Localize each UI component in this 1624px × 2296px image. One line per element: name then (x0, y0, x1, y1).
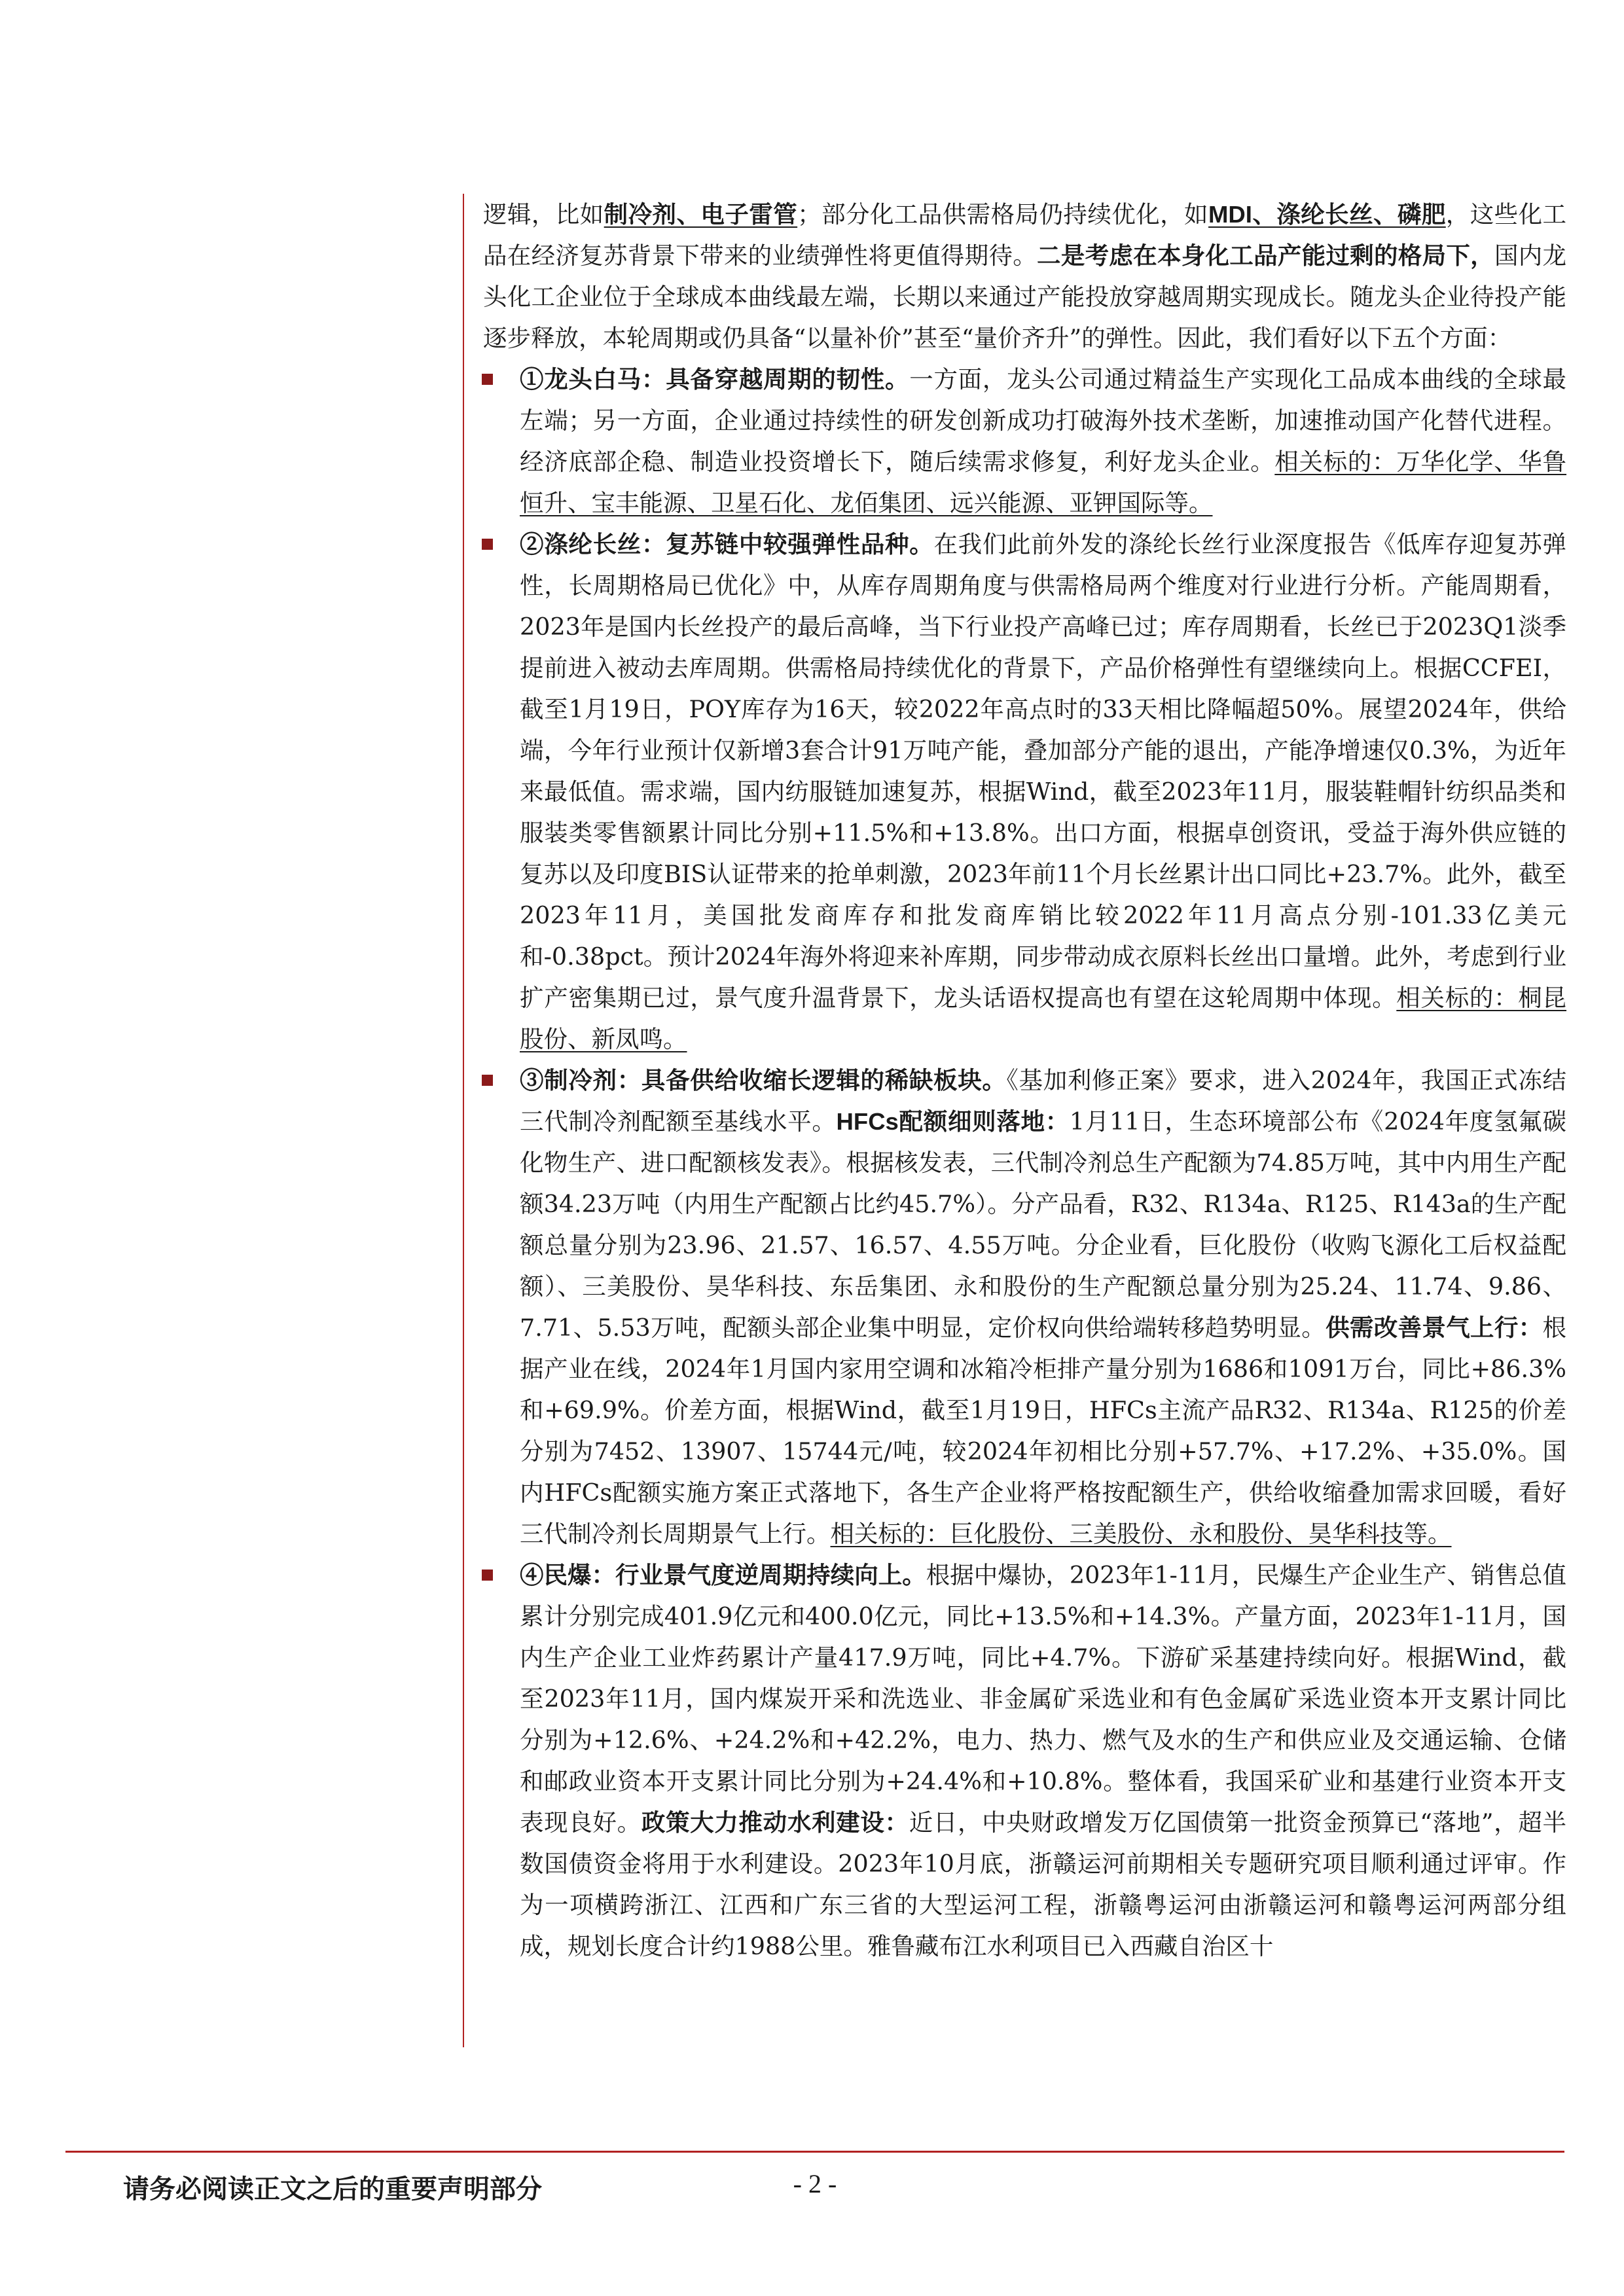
intro-text: ，这些化工品在经济复苏背景下带来的业绩弹性将更值得期待。 (483, 200, 1567, 270)
bullet-body: 1月11日，生态环境部公布《2024年度氢氟碳化物生产、进口配额核发表》。根据核发表，三代制冷剂总生产配额为74.85万吨，其中内用生产配额34.23万吨（内用生产配额占比约45.7%）。分产品看，R32、R134a、R125、R143a的生产配额总量分别为23.96、21.57、16.57、4.55万吨。分企业看，巨化股份（收购飞源化工后权益配额）、三美股份、昊华科技、东岳集团、永和股份的生产配额总量分别为25.24、11.74、9.86、7.71、5.53万吨，配额头部企业集中明显，定价权向供给端转移趋势明显。 (520, 1107, 1566, 1342)
intro-highlight-mdi: MDI、涤纶长丝、磷肥 (1208, 201, 1446, 228)
bullet-subheading: HFCs配额细则落地： (836, 1108, 1070, 1135)
page-number: - 2 - (793, 2169, 837, 2198)
bullet-refrigerant (483, 1060, 1566, 1554)
bullet-square-icon (482, 539, 493, 550)
bullet-civil-explosives (483, 1554, 1566, 1967)
bullet-title: ③制冷剂：具备供给收缩长逻辑的稀缺板块。 (520, 1066, 1007, 1094)
footer-rule (65, 2151, 1564, 2153)
related-targets: 相关标的：桐昆股份、新凤鸣。 (520, 984, 1567, 1053)
footer-disclaimer: 请务必阅读正文之后的重要声明部分 (123, 2174, 542, 2204)
bullet-body: 根据产业在线，2024年1月国内家用空调和冰箱冷柜排产量分别为1686和1091万台，同比+86.3%和+69.9%。价差方面，根据Wind，截至1月19日，HFCs主流产品R32、R134a、R125的价差分别为7452、13907、15744元/吨，较2024年初相比分别+57.7%、+17.2%、+35.0%。国内HFCs配额实施方案正式落地下，各生产企业将严格按配额生产，供给收缩叠加需求回暖，看好三代制冷剂长周期景气上行。 (520, 1314, 1566, 1548)
intro-text: ；部分化工品供需格局仍持续优化，如 (797, 200, 1208, 228)
intro-paragraph (483, 194, 1566, 359)
related-targets: 相关标的：巨化股份、三美股份、永和股份、昊华科技等。 (830, 1520, 1452, 1548)
bullet-square-icon (482, 1075, 493, 1086)
bullet-body: 在我们此前外发的涤纶长丝行业深度报告《低库存迎复苏弹性，长周期格局已优化》中，从库存周期角度与供需格局两个维度对行业进行分析。产能周期看，2023年是国内长丝投产的最后高峰，当下行业投产高峰已过；库存周期看，长丝已于2023Q1淡季提前进入被动去库周期。供需格局持续优化的背景下，产品价格弹性有望继续向上。根据CCFEI，截至1月19日，POY库存为16天，较2022年高点时的33天相比降幅超50%。展望2024年，供给端，今年行业预计仅新增3套合计91万吨产能，叠加部分产能的退出，产能净增速仅0.3%，为近年来最低值。需求端，国内纺服链加速复苏，根据Wind，截至2023年11月，服装鞋帽针纺织品类和服装类零售额累计同比分别+11.5%和+13.8%。出口方面，根据卓创资讯，受益于海外供应链的复苏以及印度BIS认证带来的抢单刺激，2023年前11个月长丝累计出口同比+23.7%。此外，截至2023年11月，美国批发商库存和批发商库销比较2022年11月高点分别-101.33亿美元和-0.38pct。预计2024年海外将迎来补库期，同步带动成衣原料长丝出口量增。此外，考虑到行业扩产密集期已过，景气度升温背景下，龙头话语权提高也有望在这轮周期中体现。 (520, 530, 1567, 1012)
intro-emphasis: 二是考虑在本身化工品产能过剩的格局下， (1037, 242, 1494, 270)
related-targets: 相关标的：万华化学、华鲁恒升、宝丰能源、卫星石化、龙佰集团、远兴能源、亚钾国际等。 (520, 448, 1567, 517)
bullet-body: 根据中爆协，2023年1-11月，民爆生产企业生产、销售总值累计分别完成401.9亿元和400.0亿元，同比+13.5%和+14.3%。产量方面，2023年1-11月，国内生产企业工业炸药累计产量417.9万吨，同比+4.7%。下游矿采基建持续向好。根据Wind，截至2023年11月，国内煤炭开采和洗选业、非金属矿采选业和有色金属矿采选业资本开支累计同比分别为+12.6%、+24.2%和+42.2%，电力、热力、燃气及水的生产和供应业及交通运输、仓储和邮政业资本开支累计同比分别为+24.4%和+10.8%。整体看，我国采矿业和基建行业资本开支表现良好。 (520, 1561, 1567, 1837)
bullet-subheading: 供需改善景气上行： (1326, 1314, 1543, 1342)
bullet-square-icon (482, 374, 493, 385)
bullet-square-icon (482, 1570, 493, 1581)
intro-text: 国内龙头化工企业位于全球成本曲线最左端，长期以来通过产能投放穿越周期实现成长。随龙头企业待投产能逐步释放，本轮周期或仍具备“以量补价”甚至“量价齐升”的弹性。因此，我们看好以下五个方面： (483, 242, 1567, 352)
bullet-title: ①龙头白马：具备穿越周期的韧性。 (520, 365, 910, 393)
bullet-subheading: 政策大力推动水利建设： (641, 1808, 909, 1837)
intro-text: 逻辑，比如 (483, 200, 604, 228)
bullet-body: 一方面，龙头公司通过精益生产实现化工品成本曲线的全球最左端；另一方面，企业通过持续性的研发创新成功打破海外技术垄断，加速推动国产化替代进程。经济底部企稳、制造业投资增长下，随后续需求修复，利好龙头企业。 (520, 365, 1567, 476)
bullet-leading-companies (483, 359, 1566, 524)
intro-highlight-refrigerant: 制冷剂、电子雷管 (604, 200, 798, 228)
bullet-body: 《基加利修正案》要求，进入2024年，我国正式冻结三代制冷剂配额至基线水平。 (520, 1066, 1567, 1136)
bullet-body: 近日，中央财政增发万亿国债第一批资金预算已“落地”，超半数国债资金将用于水利建设。2023年10月底，浙赣运河前期相关专题研究项目顺利通过评审。作为一项横跨浙江、江西和广东三省的大型运河工程，浙赣粤运河由浙赣运河和赣粤运河两部分组成，规划长度合计约1988公里。雅鲁藏布江水利项目已入西藏自治区十 (520, 1808, 1567, 1960)
bullet-polyester-filament (483, 524, 1566, 1060)
report-body (483, 194, 1566, 1967)
left-margin-rule (463, 194, 464, 2047)
bullet-title: ②涤纶长丝：复苏链中较强弹性品种。 (520, 530, 934, 558)
bullet-title: ④民爆：行业景气度逆周期持续向上。 (520, 1561, 926, 1589)
